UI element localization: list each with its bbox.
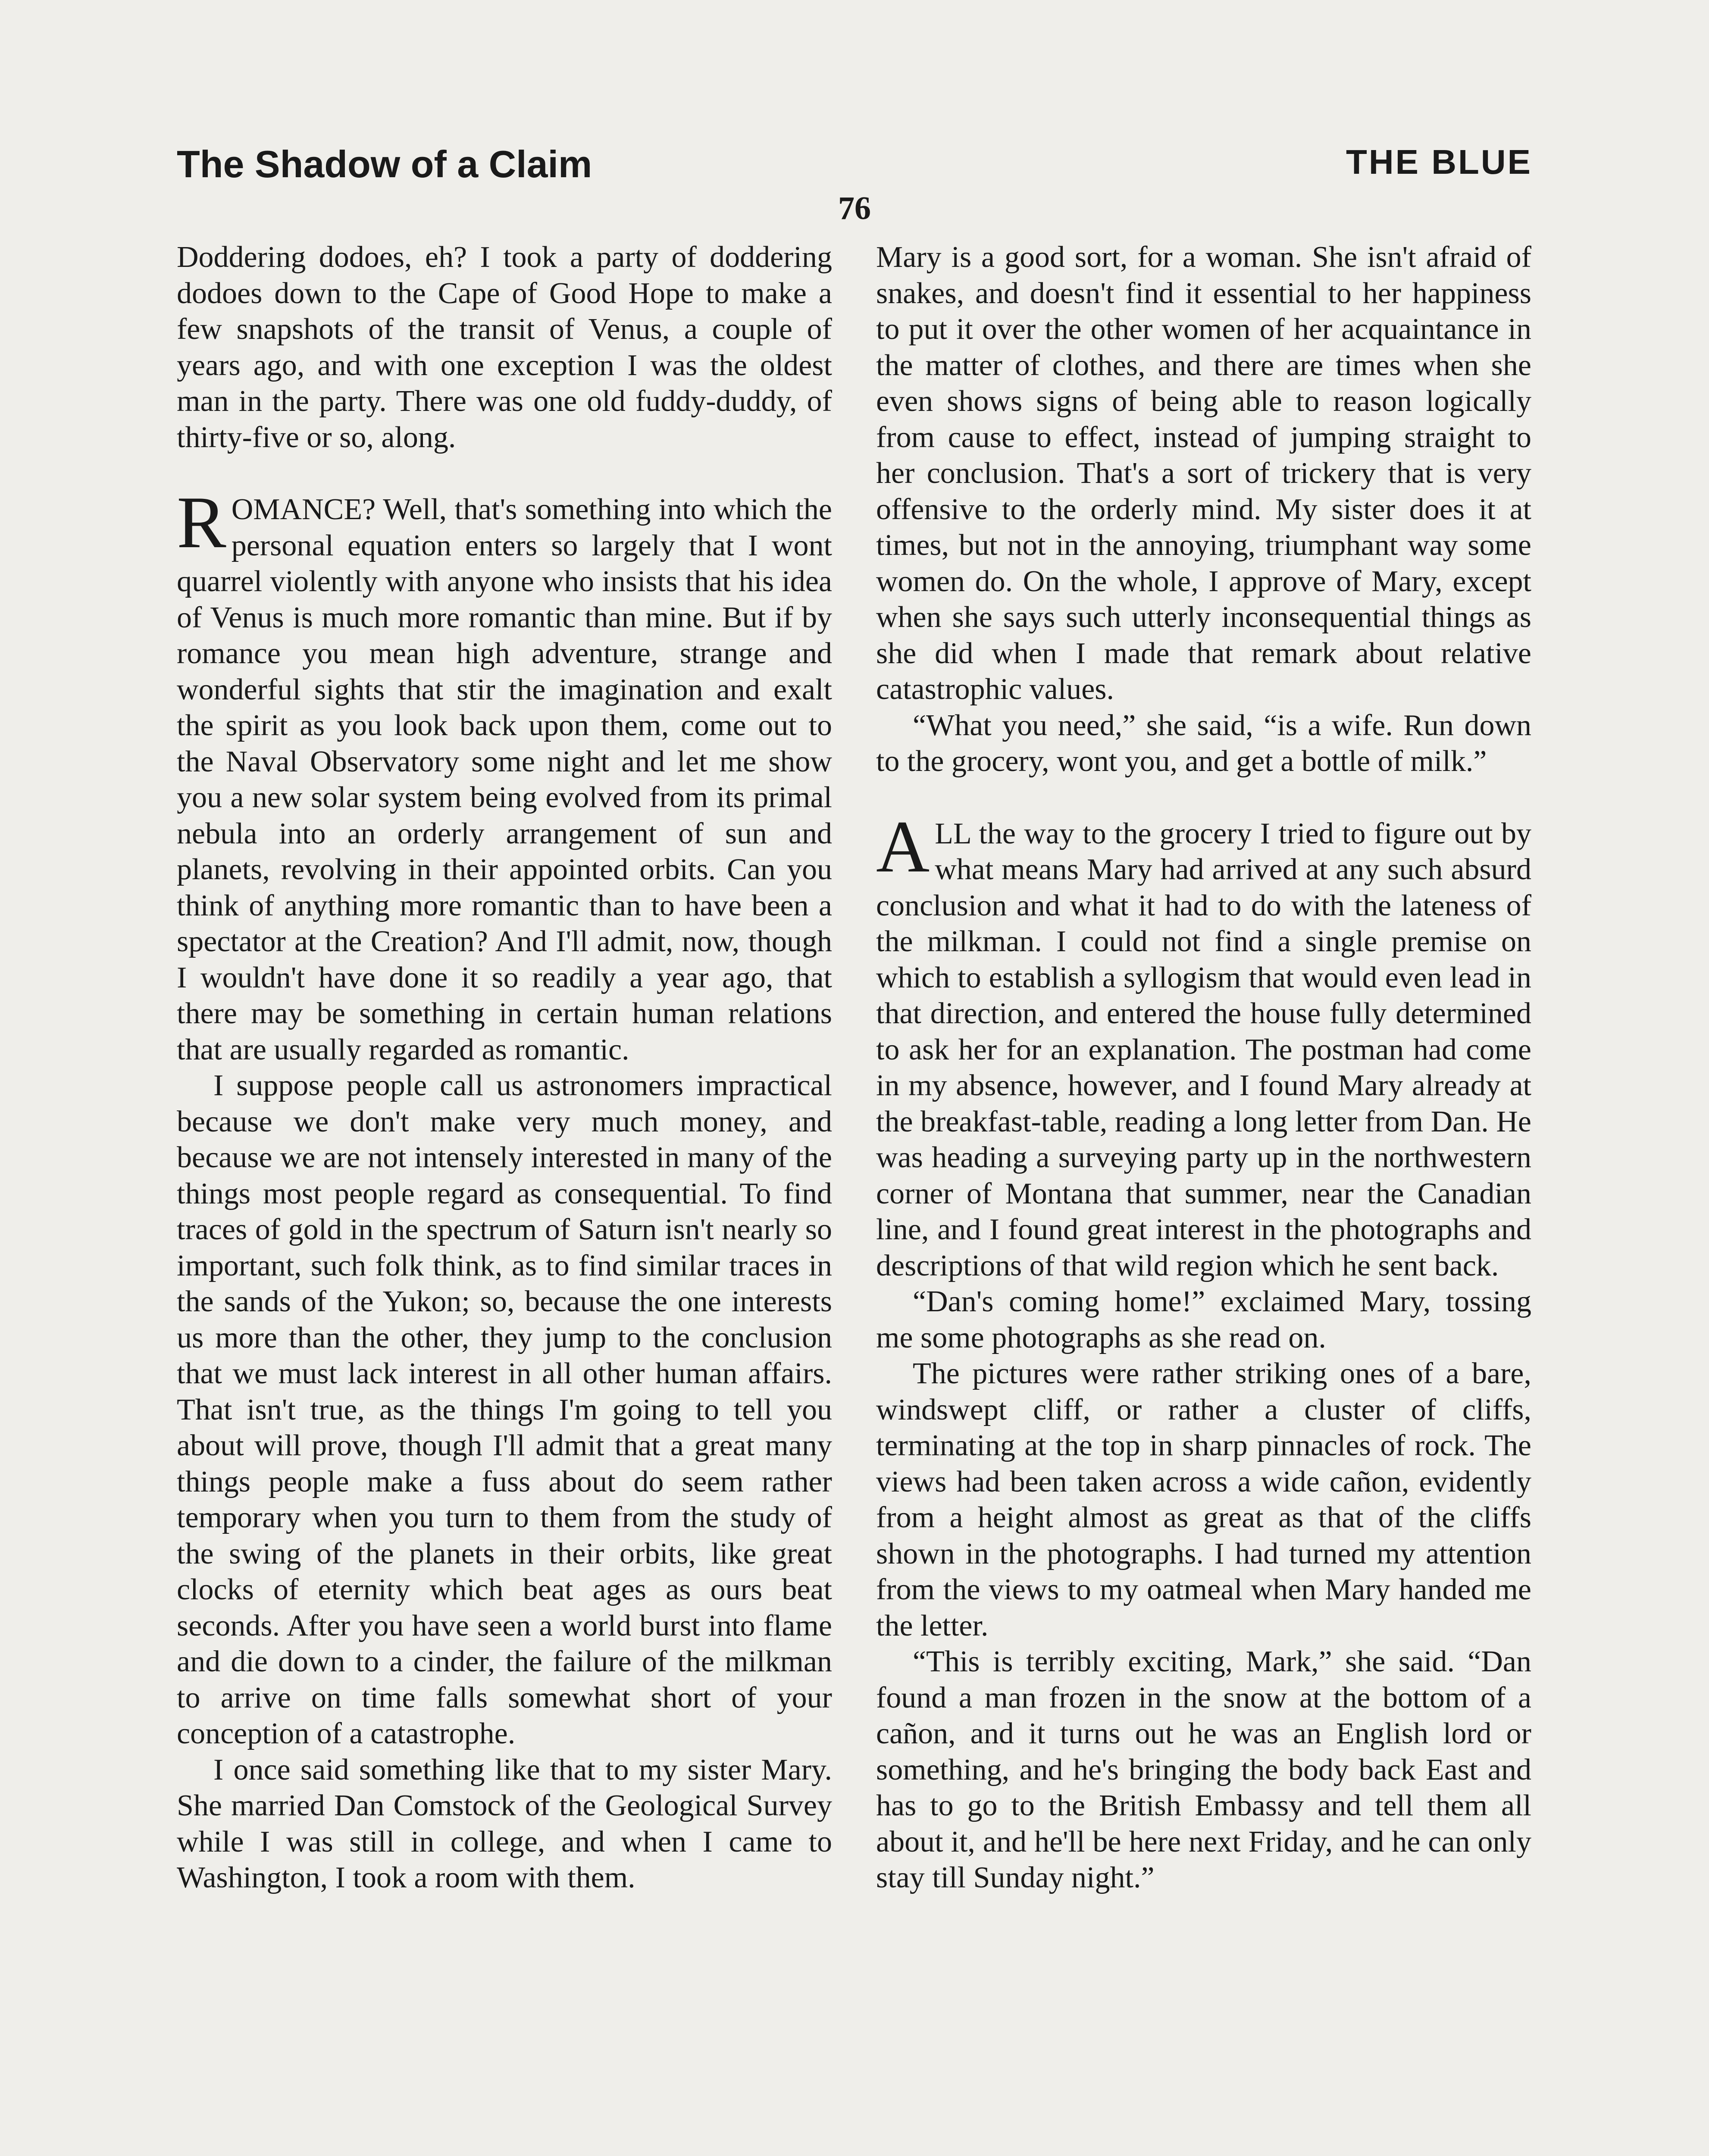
drop-cap: A	[876, 805, 930, 888]
section-paragraph	[177, 482, 832, 1068]
paragraph: Doddering dodoes, eh? I took a party of doddering dodoes down to the Cape of Good Hope to make a few snapshots of the transit of Venus, a couple of years ago, and with one exception I was the oldest man in the party. There was one old fuddy-duddy, of thirty-five or so, along.	[177, 241, 832, 454]
page-number: 76	[838, 190, 871, 226]
paragraph-text: LL the way to the grocery I tried to figure out by what means Mary had arrived at any such absurd conclusion and what it had to do with the lateness of the milkman. I could not find a single premise on which to establish a syllogism that would even lead in that direction, and entered the house fully determined to ask her for an explanation. The postman had come in my absence, however, and I found Mary already at the breakfast-table, reading a long letter from Dan. He was heading a surveying party up in the northwestern corner of Montana that summer, near the Canadian line, and I found great interest in the photographs and descriptions of that wild region which he sent back.	[876, 817, 1531, 1282]
paragraph: “Dan's coming home!” exclaimed Mary, tossing me some photographs as she read on.	[876, 1285, 1531, 1354]
paragraph: Mary is a good sort, for a woman. She isn't afraid of snakes, and doesn't find it essential to her happiness to put it over the other women of her acquaintance in the matter of clothes, and there are times when she even shows signs of being able to reason logically from cause to effect, instead of jumping straight to her conclusion. That's a sort of trickery that is very offensive to the orderly mind. My sister does it at times, but not in the annoying, triumphant way some women do. On the whole, I approve of Mary, except when she says such utterly inconsequential things as she did when I made that remark about relative catastrophic values.	[876, 241, 1531, 706]
paragraph: “What you need,” she said, “is a wife. Run down to the grocery, wont you, and get a bottle of milk.”	[876, 708, 1531, 778]
paragraph: “This is terribly exciting, Mark,” she said. “Dan found a man frozen in the snow at the bottom of a cañon, and it turns out he was an English lord or something, and he's bringing the body back East and has to go to the British Embassy and tell them all about it, and he'll be here next Friday, and he can only stay till Sunday night.”	[876, 1645, 1531, 1894]
story-title: The Shadow of a Claim	[177, 143, 592, 185]
paragraph: The pictures were rather striking ones of a bare, windswept cliff, or rather a cluster of cliffs, terminating at the top in sharp pinnacles of rock. The views had been taken across a wide cañon, evidently from a height almost as great as that of the cliffs shown in the photographs. I had turned my attention from the views to my oatmeal when Mary handed me the letter.	[876, 1357, 1531, 1642]
paragraph-text: OMANCE? Well, that's something into which the personal equation enters so largely that I wont quarrel violently with anyone who insists that his idea of Venus is much more romantic than mine. But if by romance you mean high adventure, strange and wonderful sights that stir the imagination and exalt the spirit as you look back upon them, come out to the Naval Observatory some night and let me show you a new solar system being evolved from its primal nebula into an orderly arrangement of sun and planets, revolving in their appointed orbits. Can you think of anything more romantic than to have been a spectator at the Creation? And I'll admit, now, though I wouldn't have done it so readily a year ago, that there may be something in certain human relations that are usually regarded as romantic.	[177, 493, 832, 1066]
right-column	[876, 239, 1531, 1896]
drop-cap: R	[177, 482, 226, 564]
page-header	[177, 142, 1532, 194]
section-paragraph	[876, 805, 1531, 1284]
left-column	[177, 239, 832, 1896]
magazine-name: THE BLUE	[1346, 143, 1532, 181]
paragraph: I suppose people call us astronomers impractical because we don't make very much money, and because we are not intensely interested in many of the things most people regard as consequential. To find traces of gold in the spectrum of Saturn isn't nearly so important, such folk think, as to find similar traces in the sands of the Yukon; so, because the one interests us more than the other, they jump to the conclusion that we must lack interest in all other human affairs. That isn't true, as the things I'm going to tell you about will prove, though I'll admit that a great many things people make a fuss about do seem rather temporary when you turn to them from the study of the swing of the planets in their orbits, like great clocks of eternity which beat ages as ours beat seconds. After you have seen a world burst into flame and die down to a cinder, the failure of the milkman to arrive on time falls somewhat short of your conception of a catastrophe.	[177, 1069, 832, 1750]
paragraph: I once said something like that to my sister Mary. She married Dan Comstock of the Geological Survey while I was still in college, and when I came to Washington, I took a room with them.	[177, 1753, 832, 1894]
